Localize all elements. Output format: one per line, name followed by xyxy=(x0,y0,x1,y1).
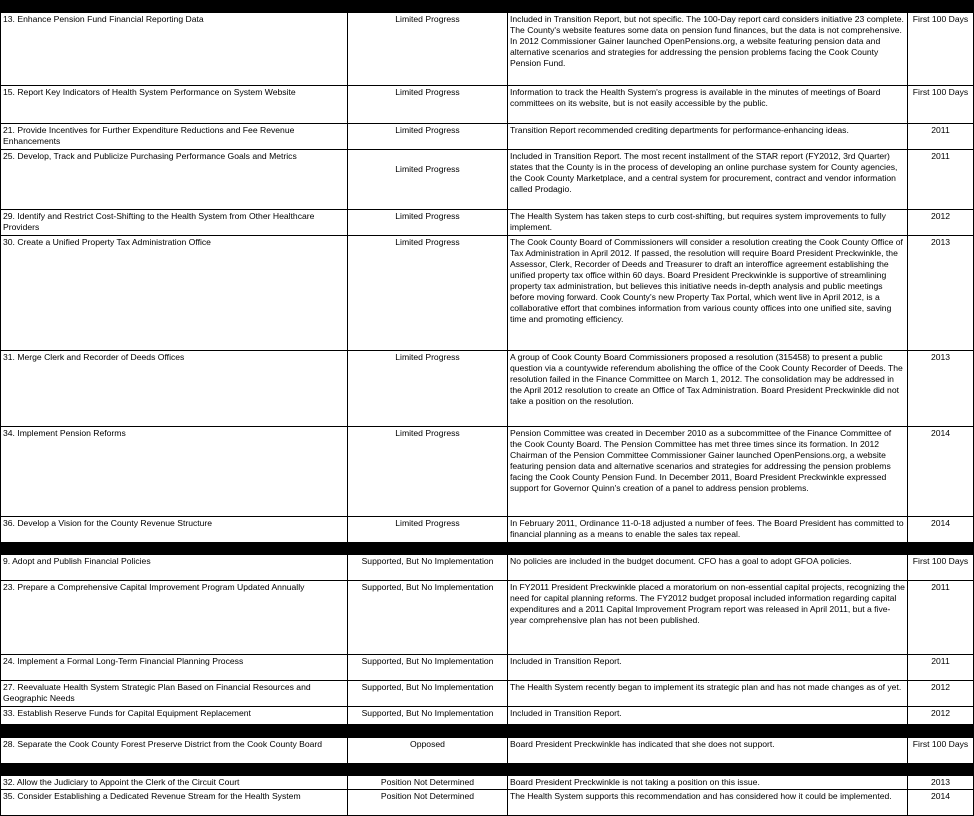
status-cell: Limited Progress xyxy=(348,150,508,210)
target-year: 2011 xyxy=(908,581,974,655)
target-year: 2014 xyxy=(908,517,974,543)
status-cell: Supported, But No Implementation xyxy=(348,707,508,725)
status-cell: Supported, But No Implementation xyxy=(348,681,508,707)
section-divider-bar xyxy=(1,764,974,776)
table-row xyxy=(1,581,974,655)
target-year: 2014 xyxy=(908,427,974,517)
recommendation-title: 34. Implement Pension Reforms xyxy=(1,427,348,517)
table-row xyxy=(1,236,974,351)
table-row xyxy=(1,86,974,124)
recommendation-title: 27. Reevaluate Health System Strategic Plan Based on Financial Resources and Geographic Needs xyxy=(1,681,348,707)
target-year: First 100 Days xyxy=(908,555,974,581)
progress-notes: Board President Preckwinkle has indicated that she does not support. xyxy=(508,738,908,764)
progress-notes: In February 2011, Ordinance 11-0-18 adjusted a number of fees. The Board President has committed to financial planning as a means to enable the sales tax repeal. xyxy=(508,517,908,543)
status-cell: Limited Progress xyxy=(348,210,508,236)
table-row xyxy=(1,738,974,764)
status-cell: Limited Progress xyxy=(348,517,508,543)
progress-notes: Included in Transition Report. xyxy=(508,707,908,725)
status-cell: Supported, But No Implementation xyxy=(348,581,508,655)
table-row xyxy=(1,790,974,816)
section-divider xyxy=(1,764,974,776)
recommendation-title: 25. Develop, Track and Publicize Purchasing Performance Goals and Metrics xyxy=(1,150,348,210)
progress-notes: The Health System has taken steps to curb cost-shifting, but requires system improvements to fully implement. xyxy=(508,210,908,236)
table-row xyxy=(1,707,974,725)
status-cell: Limited Progress xyxy=(348,13,508,86)
table-row xyxy=(1,13,974,86)
progress-notes: Board President Preckwinkle is not taking a position on this issue. xyxy=(508,776,908,790)
status-cell: Limited Progress xyxy=(348,236,508,351)
recommendation-title: 24. Implement a Formal Long-Term Financial Planning Process xyxy=(1,655,348,681)
recommendation-title: 29. Identify and Restrict Cost-Shifting to the Health System from Other Healthcare Providers xyxy=(1,210,348,236)
section-divider-bar xyxy=(1,725,974,738)
table-body xyxy=(1,1,974,816)
progress-notes: Included in Transition Report, but not specific. The 100-Day report card considers initiative 23 complete. The County's website features some data on pension fund finances, but the data is not comprehensive. In 2012 Commissioner Gainer launched OpenPensions.org, a website featuring pension data and alternative scenarios and strategies for addressing the pension problems facing the Cook County Pension Fund. xyxy=(508,13,908,86)
target-year: First 100 Days xyxy=(908,13,974,86)
table-row xyxy=(1,150,974,210)
progress-notes: Pension Committee was created in December 2010 as a subcommittee of the Finance Committee of the Cook County Board. The Pension Committee has met three times since its formation. In 2012 Chairman of the Pension Committee Commissioner Gainer launched OpenPensions.org, a website featuring pension data and alternative scenarios and strategies for addressing the pension problems facing the Cook County Pension Fund. In December 2011, Board President Preckwinkle expressed support for Governor Quinn's creation of a panel to address pension problems. xyxy=(508,427,908,517)
section-divider-bar xyxy=(1,1,974,13)
target-year: 2011 xyxy=(908,124,974,150)
section-divider-bar xyxy=(1,543,974,555)
recommendation-title: 28. Separate the Cook County Forest Preserve District from the Cook County Board xyxy=(1,738,348,764)
status-cell: Limited Progress xyxy=(348,351,508,427)
table-row xyxy=(1,681,974,707)
recommendation-title: 33. Establish Reserve Funds for Capital Equipment Replacement xyxy=(1,707,348,725)
progress-notes: Included in Transition Report. The most recent installment of the STAR report (FY2012, 3rd Quarter) states that the County is in the process of developing an online purchase system for County agencies, the Cook County Marketplace, and a central system for procurement, contract and vendor information called Prodagio. xyxy=(508,150,908,210)
table-row xyxy=(1,210,974,236)
recommendation-title: 21. Provide Incentives for Further Expenditure Reductions and Fee Revenue Enhancements xyxy=(1,124,348,150)
section-divider xyxy=(1,543,974,555)
status-cell: Position Not Determined xyxy=(348,790,508,816)
progress-notes: Transition Report recommended crediting departments for performance-enhancing ideas. xyxy=(508,124,908,150)
target-year: First 100 Days xyxy=(908,86,974,124)
progress-notes: The Cook County Board of Commissioners will consider a resolution creating the Cook County Office of Tax Administration in April 2012. If passed, the resolution will require Board President Preckwinkle, the Assessor, Clerk, Recorder of Deeds and Treasurer to draft an interoffice agreement establishing the unified property tax office within 60 days. Board President Preckwinkle is supportive of streamlining property tax administration, but believes this initiative needs in-depth analysis and public meetings before moving forward. Cook County's new Property Tax Portal, which went live in April 2012, is a collaborative effort that combines information from various county offices into one unified site, saving time and promoting efficiency. xyxy=(508,236,908,351)
section-divider xyxy=(1,725,974,738)
progress-notes: Included in Transition Report. xyxy=(508,655,908,681)
progress-notes: A group of Cook County Board Commissioners proposed a resolution (315458) to present a public question via a countywide referendum abolishing the office of the Cook County Recorder of Deeds. The resolution failed in the Finance Committee on March 1, 2012. The consolidation may be addressed in the April 2012 resolution to create an Office of Tax Administration. Board President Preckwinkle did not take a position on the resolution. xyxy=(508,351,908,427)
target-year: 2011 xyxy=(908,150,974,210)
progress-notes: In FY2011 President Preckwinkle placed a moratorium on non-essential capital projects, recognizing the need for capital planning reforms. The FY2012 budget proposal included information regarding capital expenditures and a 2011 Capital Improvement Program report was released in April 2011, but a five-year comprehensive plan has not been published. xyxy=(508,581,908,655)
status-cell: Limited Progress xyxy=(348,124,508,150)
target-year: First 100 Days xyxy=(908,738,974,764)
target-year: 2012 xyxy=(908,210,974,236)
table-row xyxy=(1,427,974,517)
target-year: 2012 xyxy=(908,707,974,725)
status-cell: Supported, But No Implementation xyxy=(348,655,508,681)
progress-notes: The Health System supports this recommendation and has considered how it could be implemented. xyxy=(508,790,908,816)
status-cell: Limited Progress xyxy=(348,86,508,124)
target-year: 2014 xyxy=(908,790,974,816)
progress-notes: No policies are included in the budget document. CFO has a goal to adopt GFOA policies. xyxy=(508,555,908,581)
status-cell: Position Not Determined xyxy=(348,776,508,790)
target-year: 2011 xyxy=(908,655,974,681)
progress-notes: The Health System recently began to implement its strategic plan and has not made changes as of yet. xyxy=(508,681,908,707)
status-cell: Limited Progress xyxy=(348,427,508,517)
recommendation-title: 9. Adopt and Publish Financial Policies xyxy=(1,555,348,581)
target-year: 2012 xyxy=(908,681,974,707)
status-cell: Opposed xyxy=(348,738,508,764)
recommendation-title: 23. Prepare a Comprehensive Capital Improvement Program Updated Annually xyxy=(1,581,348,655)
recommendation-title: 31. Merge Clerk and Recorder of Deeds Offices xyxy=(1,351,348,427)
recommendation-title: 36. Develop a Vision for the County Revenue Structure xyxy=(1,517,348,543)
target-year: 2013 xyxy=(908,236,974,351)
recommendation-title: 32. Allow the Judiciary to Appoint the Clerk of the Circuit Court xyxy=(1,776,348,790)
table-row xyxy=(1,776,974,790)
status-cell: Supported, But No Implementation xyxy=(348,555,508,581)
table-row xyxy=(1,124,974,150)
recommendation-title: 30. Create a Unified Property Tax Administration Office xyxy=(1,236,348,351)
recommendation-title: 13. Enhance Pension Fund Financial Reporting Data xyxy=(1,13,348,86)
recommendation-title: 35. Consider Establishing a Dedicated Revenue Stream for the Health System xyxy=(1,790,348,816)
table-row xyxy=(1,351,974,427)
target-year: 2013 xyxy=(908,776,974,790)
table-row xyxy=(1,517,974,543)
recommendation-title: 15. Report Key Indicators of Health System Performance on System Website xyxy=(1,86,348,124)
section-divider xyxy=(1,1,974,13)
progress-notes: Information to track the Health System's progress is available in the minutes of meetings of Board committees on its website, but is not easily accessible by the public. xyxy=(508,86,908,124)
table-row xyxy=(1,655,974,681)
target-year: 2013 xyxy=(908,351,974,427)
table-row xyxy=(1,555,974,581)
